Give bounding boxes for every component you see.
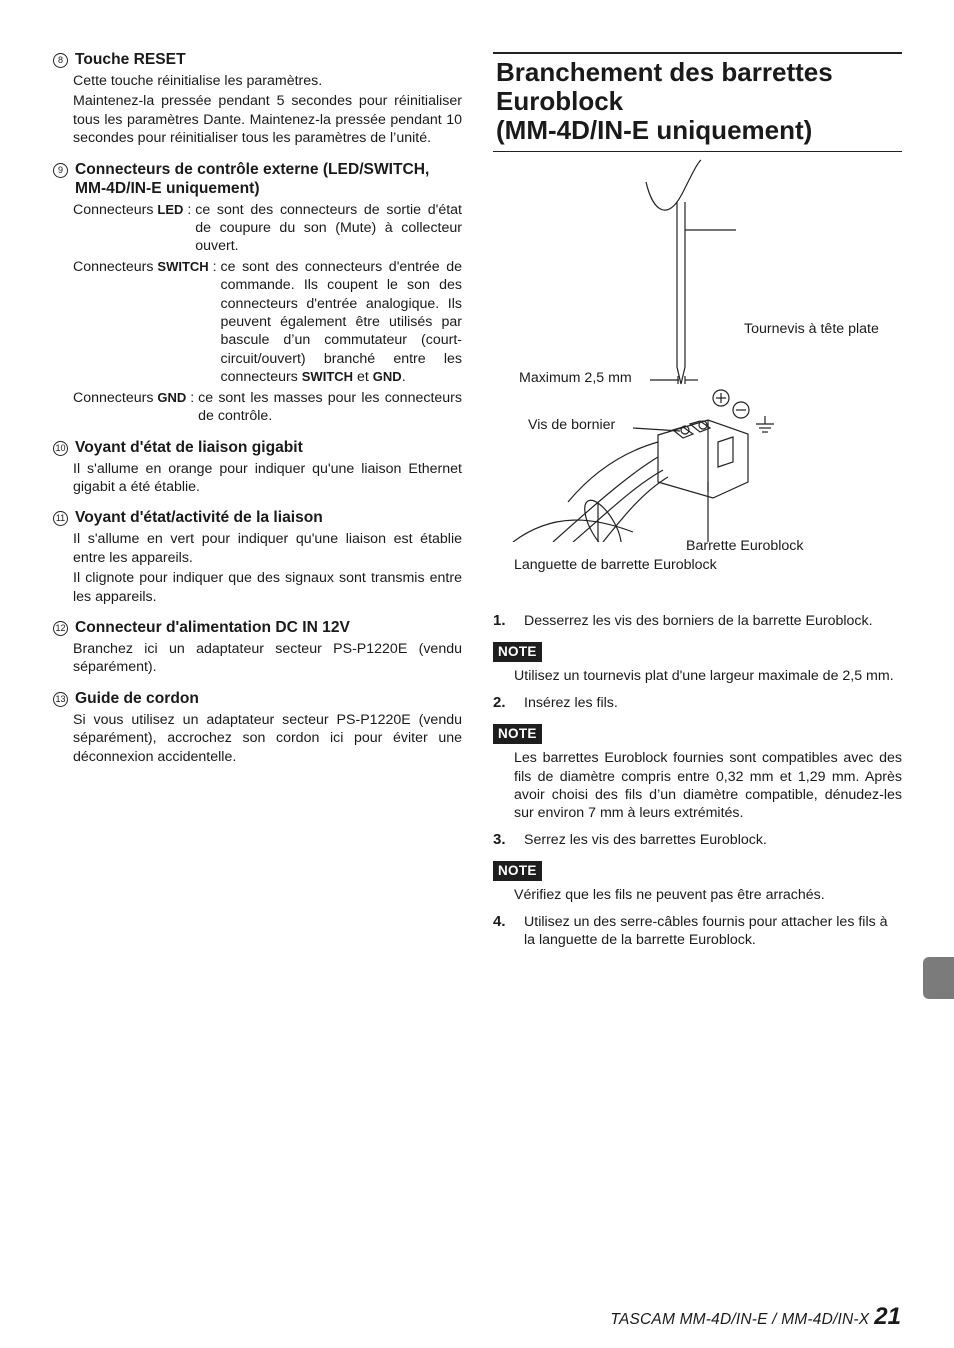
connector-gnd: Connecteurs GND : ce sont les masses pour les connecteurs de contrôle. xyxy=(73,389,462,425)
item-title: Voyant d'état de liaison gigabit xyxy=(75,438,303,456)
item-title: Connecteur d'alimentation DC IN 12V xyxy=(75,618,350,636)
footer-brand: TASCAM MM-4D/IN-E / MM-4D/IN-X xyxy=(610,1311,870,1328)
item-title: Voyant d'état/activité de la liaison xyxy=(75,509,323,527)
switch-label: SWITCH xyxy=(157,258,209,274)
item-title: Connecteurs de contrôle externe (LED/SWITCH, MM-4D/IN-E uniquement) xyxy=(75,160,430,197)
note-text: Vérifiez que les fils ne peuvent pas être arrachés. xyxy=(514,887,825,904)
max-width-label: Maximum 2,5 mm xyxy=(519,370,632,386)
item-number: 10 xyxy=(53,441,68,456)
step-1: 1. Desserrez les vis des borniers de la barrette Euroblock. xyxy=(493,612,873,629)
item-number: 11 xyxy=(53,511,68,526)
switch-description: ce sont des connecteurs d'entrée de commande. Ils coupent le son des connecteurs d'entrée analogique. Ils peuvent également être utilisés par bascule d’un commutateur (court-circuit/ouvert) branché entre les connecteurs SWITCH et GND. xyxy=(220,258,462,386)
note-badge: NOTE xyxy=(493,861,542,881)
step-3: 3. Serrez les vis des barrettes Euroblock. xyxy=(493,830,767,848)
section-tab xyxy=(923,957,954,999)
connector-led: Connecteurs LED : ce sont des connecteurs de sortie d'état de coupure du son (Mute) à collecteur ouvert. xyxy=(73,201,462,255)
gnd-description: ce sont les masses pour les connecteurs de contrôle. xyxy=(198,389,462,425)
item-dc-in xyxy=(52,618,462,677)
item-paragraph: Maintenez-la pressée pendant 5 secondes pour réinitialiser tous les paramètres Dante. Maintenez-la pressée pendant 10 secondes pour réinitialiser tous les paramètres de l’unité. xyxy=(73,93,462,147)
page-number: 21 xyxy=(874,1303,901,1330)
item-paragraph: Branchez ici un adaptateur secteur PS-P1220E (vendu séparément). xyxy=(73,640,462,676)
note-badge: NOTE xyxy=(493,642,542,662)
item-paragraph: Il s'allume en vert pour indiquer qu'une liaison est établie entre les appareils. xyxy=(73,531,462,566)
euroblock-illustration xyxy=(493,152,902,542)
euroblock-label: Barrette Euroblock xyxy=(686,538,804,554)
item-external-control xyxy=(52,160,462,426)
item-paragraph: Il clignote pour indiquer que des signaux sont transmis entre les appareils. xyxy=(73,570,462,605)
item-reset xyxy=(52,50,462,148)
page-footer xyxy=(610,1303,901,1331)
item-number: 13 xyxy=(53,692,68,707)
item-paragraph: Il s'allume en orange pour indiquer qu'une liaison Ethernet gigabit a été établie. xyxy=(73,460,462,495)
terminal-screw-label: Vis de bornier xyxy=(528,417,616,433)
step-4: 4. Utilisez un des serre-câbles fournis pour attacher les fils à la languette de la barrette Euroblock. xyxy=(493,912,888,949)
gnd-label: GND xyxy=(157,389,187,405)
led-description: ce sont des connecteurs de sortie d'état de coupure du son (Mute) à collecteur ouvert. xyxy=(195,201,462,255)
item-number: 8 xyxy=(53,53,68,68)
item-gigabit-led xyxy=(52,438,462,497)
item-paragraph: Si vous utilisez un adaptateur secteur PS-P1220E (vendu séparément), accrochez son cordon ici pour éviter une déconnexion accidentelle. xyxy=(73,711,462,765)
item-paragraph: Cette touche réinitialise les paramètres. xyxy=(73,73,323,89)
section-title: Branchement des barrettes Euroblock (MM-4D/IN-E uniquement) xyxy=(493,52,902,152)
item-cord-guide xyxy=(52,689,462,766)
right-column xyxy=(493,52,902,949)
tab-label: Languette de barrette Euroblock xyxy=(514,557,717,573)
connector-switch: Connecteurs SWITCH : ce sont des connecteurs d'entrée de commande. Ils coupent le son des connecteurs d'entrée analogique. Ils peuvent également être utilisés par bascule d’un commutateur (court-circuit/ouvert) branché entre les connecteurs SWITCH et GND. xyxy=(73,258,462,386)
step-2: 2. Insérez les fils. xyxy=(493,693,618,711)
euroblock-figure xyxy=(493,152,902,554)
item-link-activity xyxy=(52,508,462,606)
item-title: Touche RESET xyxy=(75,51,186,68)
item-title: Guide de cordon xyxy=(75,689,199,707)
note-badge: NOTE xyxy=(493,724,542,744)
note-text: Utilisez un tournevis plat d'une largeur maximale de 2,5 mm. xyxy=(514,668,894,685)
led-label: LED xyxy=(157,201,184,217)
item-number: 12 xyxy=(53,621,68,636)
item-number: 9 xyxy=(53,163,68,178)
screwdriver-label: Tournevis à tête plate xyxy=(744,321,879,337)
note-text: Les barrettes Euroblock fournies sont compatibles avec des fils de diamètre compris entre 0,32 mm et 1,29 mm. Après avoir choisi des fils d’un diamètre compatible, dénudez-les sur environ 7 mm à leurs extrémités. xyxy=(514,750,902,822)
left-column xyxy=(52,50,462,778)
